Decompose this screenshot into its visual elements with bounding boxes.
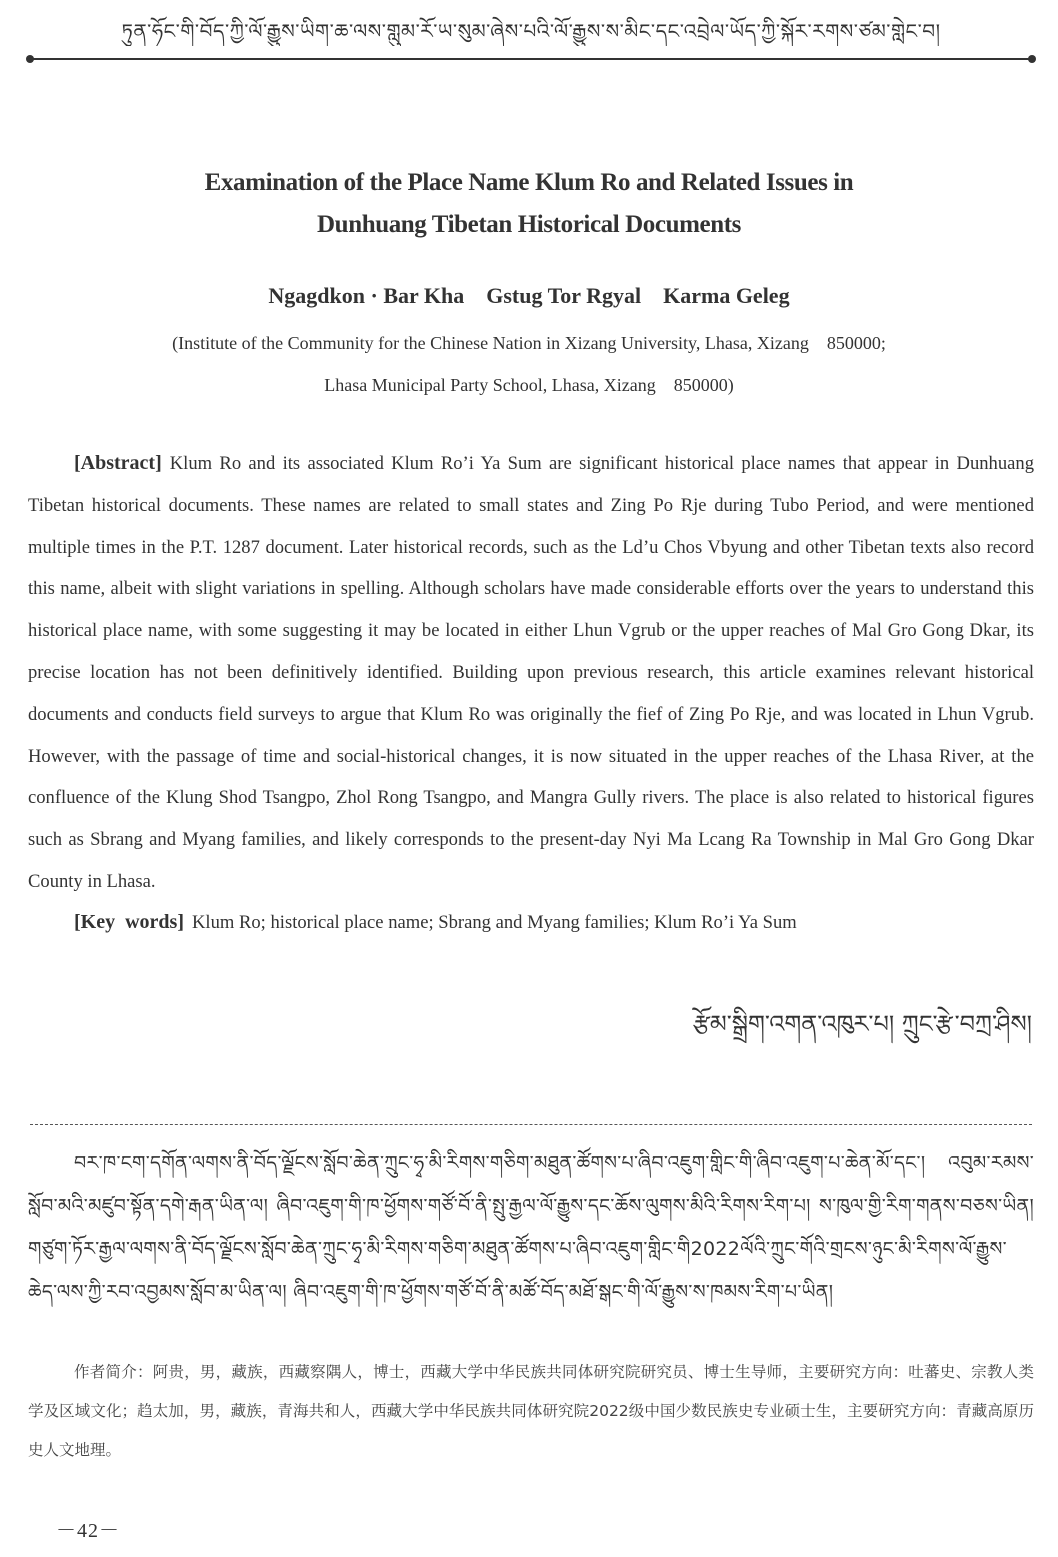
page-number: －42－	[56, 1520, 120, 1542]
abstract-text: Klum Ro and its associated Klum Ro’i Ya Sum are significant historical place names that appear in Dunhuang Tibetan historical documents. These names are related to small states and Zing Po Rje during Tubo Period, and were mentioned multiple times in the P.T. 1287 document. Later historical records, such as the Ld’u Chos Vbyung and other Tibetan texts also record this name, albeit with slight variations in spelling. Although scholars have made considerable efforts over the years to understand this historical place name, with some suggesting it may be located in either Lhun Vgrub or the upper reaches of Mal Gro Gong Dkar, its precise location has not been definitively identified. Building upon previous research, this article examines relevant historical documents and conducts field surveys to argue that Klum Ro was originally the fief of Zing Po Rje, and was located in Lhun Vgrub. However, with the passage of time and social-historical changes, it is now situated in the upper reaches of the Lhasa River, at the confluence of the Klung Shod Tsangpo, Zhol Rong Tsangpo, and Mangra Gully rivers. The place is also related to historical figures such as Sbrang and Myang families, and likely corresponds to the present-day Nyi Ma Lcang Ra Township in Mal Gro Gong Dkar County in Lhasa.	[28, 453, 1034, 892]
author-3: Karma Geleg	[663, 283, 790, 308]
author-list	[0, 280, 1058, 312]
tibetan-author-bio: བར་ཁ་ངག་དགོན་ལགས་ནི་བོད་ལྗོངས་སློབ་ཆེན་ཀྲུང་ཧྭ་མི་རིགས་གཅིག་མཐུན་ཚོགས་པ་ཞིབ་འཇུག་གླིང་གི་ཞིབ་འཇུག་པ་ཆེན་མོ་དང་། འབུམ་རམས་སློབ་མའི་མཛུབ་སྟོན་དགེ་རྒན་ཡིན་ལ། ཞིབ་འཇུག་གི་ཁ་ཕྱོགས་གཙོ་བོ་ནི་སྤུ་རྒྱལ་ལོ་རྒྱུས་དང་ཆོས་ལུགས་མིའི་རིགས་རིག་པ། ས་ཁུལ་གྱི་རིག་གནས་བཅས་ཡིན། གཙུག་ཏོར་རྒྱལ་ལགས་ནི་བོད་ལྗོངས་སློབ་ཆེན་ཀྲུང་ཧྭ་མི་རིགས་གཅིག་མཐུན་ཚོགས་པ་ཞིབ་འཇུག་གླིང་གི2022ལོའི་ཀྲུང་གོའི་གྲངས་ཉུང་མི་རིགས་ལོ་རྒྱུས་ཆེད་ལས་ཀྱི་རབ་འབྱམས་སློབ་མ་ཡིན་ལ། ཞིབ་འཇུག་གི་ཁ་ཕྱོགས་གཙོ་བོ་ནི་མཚོ་བོད་མཐོ་སྒང་གི་ལོ་རྒྱུས་ས་ཁམས་རིག་པ་ཡིན།	[28, 1152, 1034, 1303]
keywords-text: Klum Ro; historical place name; Sbrang and Myang families; Klum Ro’i Ya Sum	[191, 912, 797, 933]
running-header: ཏུན་ཧོང་གི་བོད་ཀྱི་ལོ་རྒྱུས་ཡིག་ཆ་ལས་གླུམ་རོ་ཡ་སུམ་ཞེས་པའི་ལོ་རྒྱུས་ས་མིང་དང་འབྲེལ་ཡོད་ཀྱི་སྐོར་རགས་ཙམ་གླེང་བ།	[121, 19, 941, 43]
title-line-1: Examination of the Place Name Klum Ro and Related Issues in	[204, 169, 854, 196]
header-rule	[30, 58, 1032, 60]
abstract-label: [Abstract]	[74, 452, 162, 474]
affiliation-line-2: Lhasa Municipal Party School, Lhasa, Xizang 850000)	[324, 375, 734, 395]
rule-dot-left	[26, 55, 34, 63]
footnote-divider	[30, 1124, 1032, 1125]
editor-byline: རྩོམ་སྒྲིག་འགན་འཁུར་པ། ཀྲུང་རྩེ་བཀྲ་ཤིས།	[692, 1010, 1032, 1038]
author-2: Gstug Tor Rgyal	[486, 283, 642, 308]
title-line-2: Dunhuang Tibetan Historical Documents	[317, 211, 741, 238]
rule-dot-right	[1028, 55, 1036, 63]
keywords	[74, 902, 1034, 943]
affiliation	[0, 322, 1058, 406]
author-1: Ngagdkon · Bar Kha	[268, 283, 465, 308]
abstract	[28, 443, 1034, 903]
chinese-author-bio: 作者简介：阿贵，男，藏族，西藏察隅人，博士，西藏大学中华民族共同体研究院研究员、博士生导师，主要研究方向：吐蕃史、宗教人类学及区域文化；趋太加，男，藏族，青海共和人，西藏大学中华民族共同体研究院2022级中国少数民族史专业硕士生，主要研究方向：青藏高原历史人文地理。	[28, 1363, 1034, 1459]
keywords-label: [Key words]	[74, 911, 184, 933]
affiliation-line-1: (Institute of the Community for the Chinese Nation in Xizang University, Lhasa, Xizang 850000;	[172, 333, 886, 353]
article-title	[60, 162, 998, 246]
